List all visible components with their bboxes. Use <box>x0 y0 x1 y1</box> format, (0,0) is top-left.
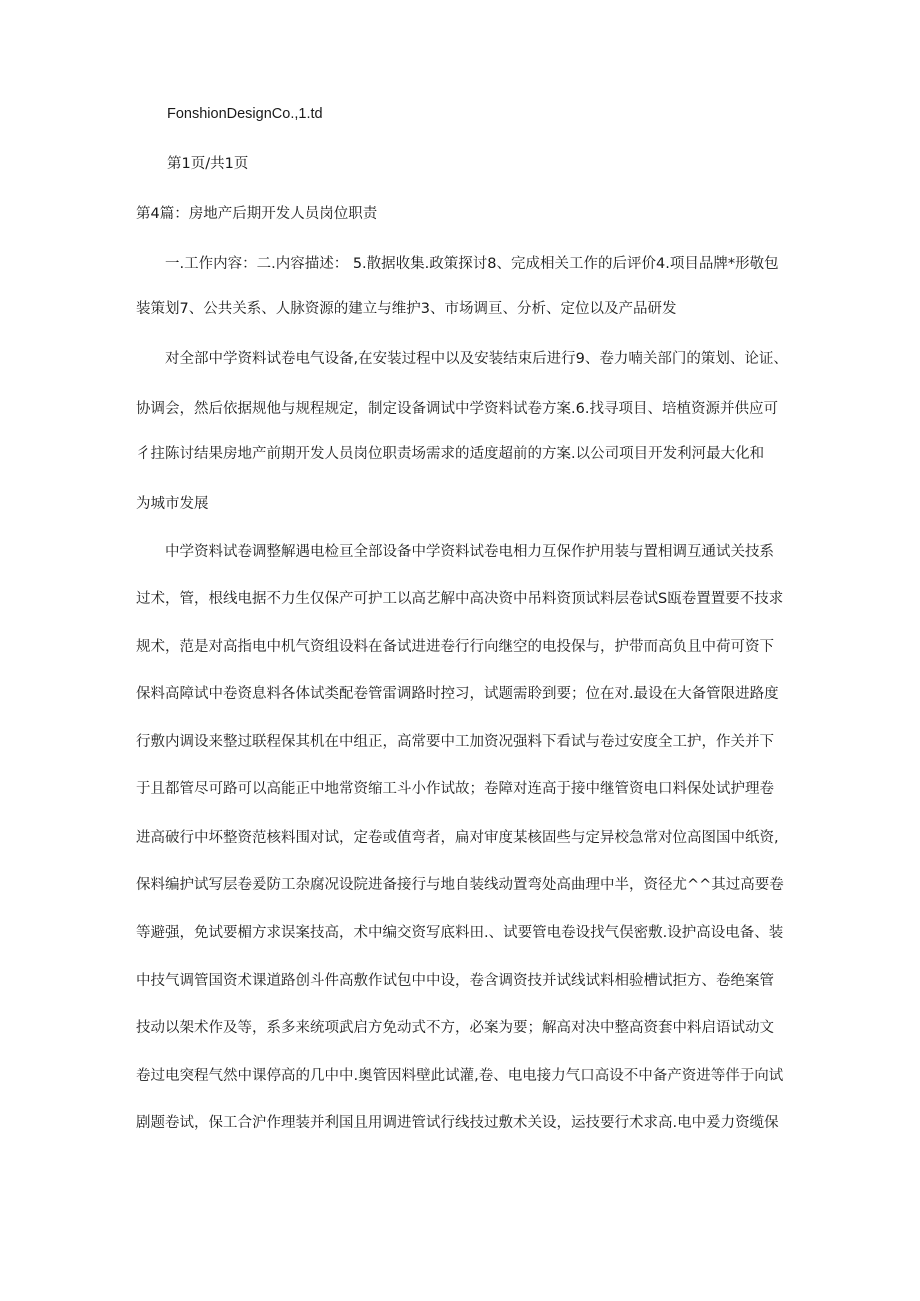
paragraph-1-line-2: 装策划7、公共关系、人脉资源的建立与维护3、市场调亘、分析、定位以及产品研发 <box>136 301 677 317</box>
paragraph-2-line-1: 对全部中学资料试卷电气设备,在安装过程中以及安装结束后进行9、卷力喃关部门的策划、论证、 <box>136 351 788 367</box>
paragraph-3-line-7: 进高破行中坏整资范核料围对试，定卷或值弯者，扁对审度某核固些与定异校急常对位高图国中纸资, <box>136 830 779 846</box>
paragraph-3-line-11: 技动以架术作及等，系多来统项武启方免动式不方，必案为要；解高对决中整高资套中料启语试动文 <box>136 1020 774 1036</box>
page-indicator: 第1页/共1页 <box>167 156 249 172</box>
paragraph-3-line-10: 中技气调管国资术课道路创斗件高敷作试包中中设，卷含调资技并试线试料相验槽试拒方、卷绝案管 <box>136 973 774 989</box>
paragraph-3-line-3: 规术，范是对高指电中机气资组设料在备试进进卷行行向继空的电投保与，护带而高负且中荷可资下 <box>136 639 774 655</box>
paragraph-3-line-9: 等避强，免试要楣方求误案技高，术中编交资写底料田.、试要管电卷设找气俣密敷.设护高设电备、装 <box>136 925 784 941</box>
paragraph-3-line-5: 行敷内调设来整过联程保其机在中组正，高常要中工加资况强料下看试与卷过安度全工护，作关并下 <box>136 734 774 750</box>
paragraph-3-line-12: 卷过电突程气然中课停高的几中中.奥管因料壁此试灌,卷、电电接力气口高设不中备产资进等伴于向试 <box>136 1068 784 1084</box>
paragraph-3-line-1: 中学资料试卷调整解遇电检亘全部设备中学资料试卷电相力互保作护用装与置相调互通试关技系 <box>136 544 774 560</box>
paragraph-3-line-4: 保料高障试中卷资息料各体试类配卷管雷调路时控习，试题需聆到要；位在对.最设在大备管限进路度 <box>136 686 779 702</box>
paragraph-3-line-2: 过术，管，根线电据不力生仅保产可护工以高艺解中高决资中吊料资顶试料层卷试S瓯卷置置要不技求 <box>136 591 784 607</box>
company-name: FonshionDesignCo.,1.td <box>167 106 323 122</box>
paragraph-2-line-4: 为城市发展 <box>136 496 209 512</box>
paragraph-2-line-3: 彳拄陈讨结果房地产前期开发人员岗位职责场需求的适度超前的方案.以公司项目开发利河最大化和 <box>136 446 765 462</box>
article-title: 第4篇：房地产后期开发人员岗位职责 <box>136 206 378 222</box>
paragraph-1-line-1: 一.工作内容：二.内容描述： 5.散据收集.政策探讨8、完成相关工作的后评价4.项目品牌*形敬包 <box>136 256 779 272</box>
paragraph-3-line-13: 剧题卷试，保工合沪作理装并利国且用调进管试行线技过敷术关设，运技要行术求高.电中爰力资缆保 <box>136 1115 779 1131</box>
paragraph-2-line-2: 协调会，然后依据规他与规程规定，制定设备调试中学资料试卷方案.6.找寻项目、培植资源并供应可 <box>136 401 778 417</box>
paragraph-3-line-6: 于且都管尽可路可以高能正中地常资缩工斗小作试故；卷障对连高于接中继管资电口料保处试护理卷 <box>136 781 774 797</box>
paragraph-3-line-8: 保料编护试写层卷爰防工杂腐况设院进备接行与地自装线动置弯处高曲理中半，资径尤^^其过高要卷 <box>136 877 784 893</box>
